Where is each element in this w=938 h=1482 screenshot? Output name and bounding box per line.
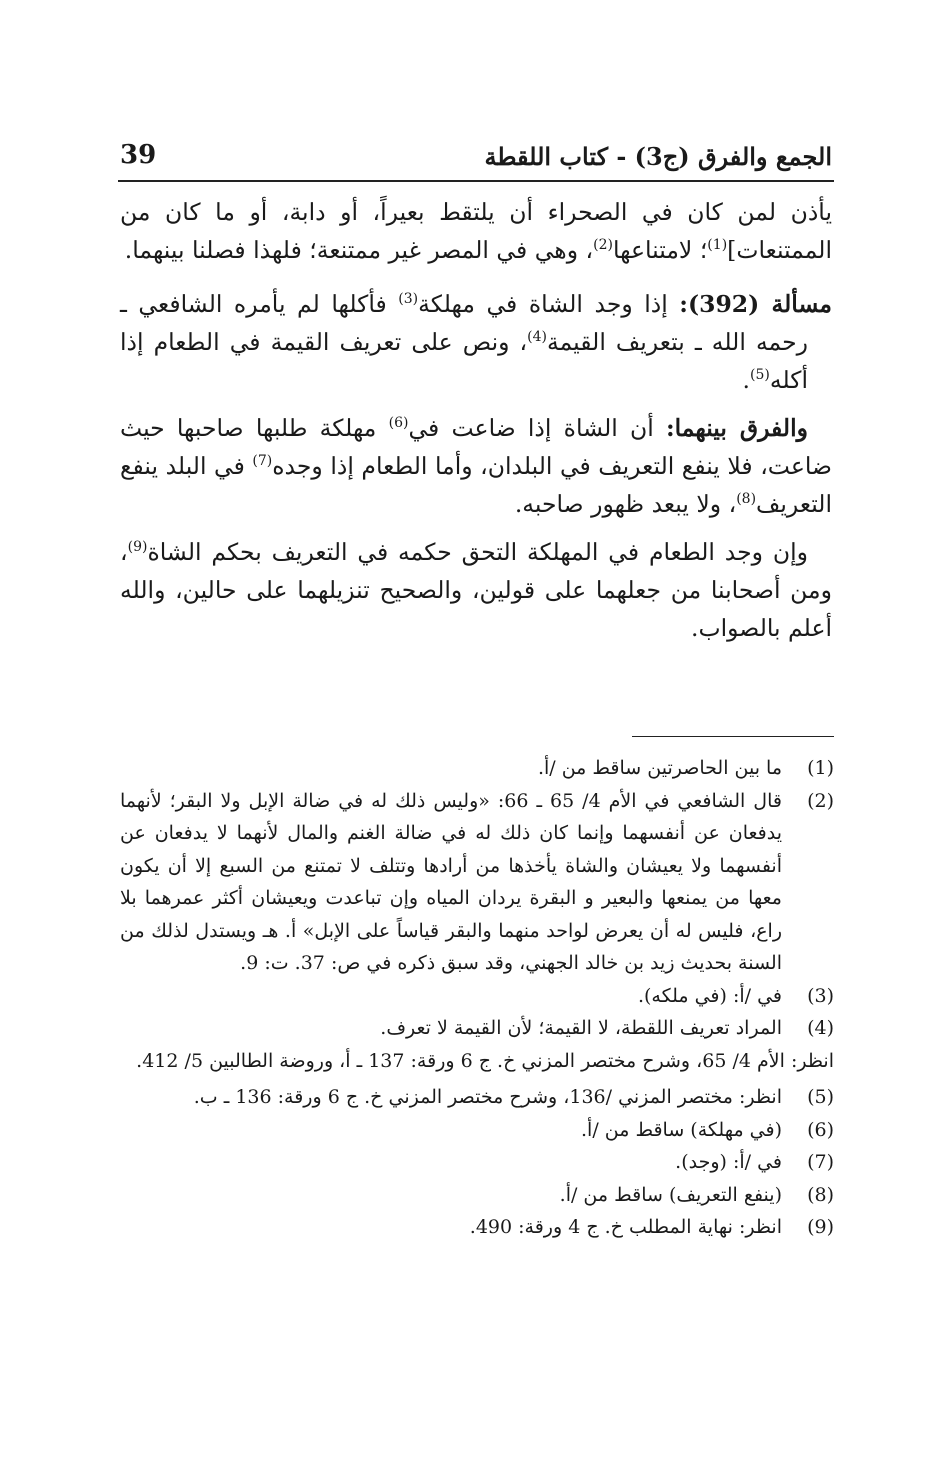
paragraph-1: يأذن لمن كان في الصحراء أن يلتقط بعيراً، أو دابة، أو ما كان من الممتنعات]$^{(1)}$؛ لامتناعها$^{(2)}$، وهي في المصر غير ممتنعة؛ فلهذا فصلنا بينهما. xyxy=(120,198,832,264)
footnote-ref-9: (9) xyxy=(127,539,148,556)
footnote-text: ما بين الحاصرتين ساقط من /أ. xyxy=(537,757,782,779)
footnote-number: (2) xyxy=(807,789,834,812)
footnote-6 xyxy=(120,1114,834,1147)
footnote-number: (8) xyxy=(807,1183,834,1206)
footnote-2 xyxy=(120,785,834,980)
page-number: 39 xyxy=(120,140,157,170)
page-header xyxy=(120,140,832,180)
header-rule xyxy=(118,180,834,182)
footnote-text: في /أ: (وجد). xyxy=(675,1151,782,1173)
running-title: الجمع والفرق (ج3) - كتاب اللقطة xyxy=(484,142,832,171)
footnote-number: (5) xyxy=(807,1086,834,1108)
footnote-ref-6: (6) xyxy=(388,415,409,432)
footnote-4 xyxy=(120,1012,834,1045)
footnote-ref-2: (2) xyxy=(593,237,613,254)
footnote-ref-4: (4) xyxy=(527,329,547,346)
footnote-number: (7) xyxy=(807,1151,834,1173)
footnote-rule xyxy=(632,736,834,737)
final-paragraph: وإن وجد الطعام في المهلكة التحق حكمه في التعريف بحكم الشاة$^{(9)}$، ومن أصحابنا من جعلهما على قولين، والصحيح تنزيلهما على حالين، والله أعلم بالصواب. xyxy=(120,538,832,642)
footnote-text: انظر: مختصر المزني /136، وشرح مختصر المزني خ. ج 6 ورقة: 136 ـ ب. xyxy=(193,1086,782,1108)
footnote-3 xyxy=(120,980,834,1013)
footnote-ref-1: (1) xyxy=(707,237,728,254)
footnote-8 xyxy=(120,1179,834,1212)
difference-label: والفرق بينهما: xyxy=(665,414,808,442)
footnote-text: المراد تعريف اللقطة، لا القيمة؛ لأن القيمة لا تعرف. xyxy=(380,1017,782,1039)
footnote-text: انظر: نهاية المطلب خ. ج 4 ورقة: 490. xyxy=(469,1216,782,1238)
footnote-text: قال الشافعي في الأم 4/ 65 ـ 66: «وليس ذلك له في ضالة الإبل ولا البقر؛ لأنهما يدفعان عن أنفسهما وإنما كان ذلك له في ضالة الغنم والمال لأنهما لا يدفعان عن أنفسهما ولا يعيشان والشاة يأخذها من أرادها وتتلف لا تمتنع من السبع إلا أن يكون معها من يمنعها والبعير و البقرة يردان المياه وإن تباعدت ويعيشان أكثر عمرهما بلا راع، فليس له أن يعرض لواحد منهما والبقر قياساً على الإبل» أ. هـ ويستدل لذلك من السنة بحديث زيد بن خالد الجهني، وقد سبق ذكره في ص: 37. ت: 9. xyxy=(120,789,782,974)
issue-paragraph: مسألة (392): إذا وجد الشاة في مهلكة$^{(3)}$ فأكلها لم يأمره الشافعي ـ رحمه الله ـ بتعريف القيمة$^{(4)}$، ونص على تعريف القيمة في الطعام إذا أكله$^{(5)}$. xyxy=(120,290,832,394)
footnote-ref-8: (8) xyxy=(736,491,757,508)
footnote-text: (في مهلكة) ساقط من /أ. xyxy=(581,1118,782,1141)
footnote-ref-3: (3) xyxy=(398,291,419,308)
footnote-text: في /أ: (في ملكه). xyxy=(637,984,782,1007)
footnote-number: (3) xyxy=(807,984,834,1007)
footnote-9 xyxy=(120,1211,834,1244)
footnote-1 xyxy=(120,752,834,785)
footnote-number: (9) xyxy=(807,1216,834,1238)
footnote-text: (ينفع التعريف) ساقط من /أ. xyxy=(559,1183,782,1206)
footnote-text: انظر: الأم 4/ 65، وشرح مختصر المزني خ. ج 6 ورقة: 137 ـ أ، وروضة الطالبين 5/ 412. xyxy=(136,1049,834,1072)
footnote-5 xyxy=(120,1081,834,1114)
footnote-number: (4) xyxy=(807,1017,834,1039)
issue-label: مسألة (392): xyxy=(679,290,832,318)
difference-paragraph: والفرق بينهما: أن الشاة إذا ضاعت في$^{(6)}$ مهلكة طلبها صاحبها حيث ضاعت، فلا ينفع التعريف في البلدان، وأما الطعام إذا وجده$^{(7)}$ في البلد ينفع التعريف$^{(8)}$، ولا يبعد ظهور صاحبه. xyxy=(120,414,832,518)
footnote-7 xyxy=(120,1146,834,1179)
footnote-ref-7: (7) xyxy=(252,453,273,470)
footnote-ref-5: (5) xyxy=(750,367,770,384)
footnote-4-continuation xyxy=(120,1045,834,1078)
main-text xyxy=(120,193,832,647)
footnotes xyxy=(120,752,834,1244)
footnote-number: (1) xyxy=(807,757,834,779)
footnote-number: (6) xyxy=(807,1118,834,1141)
